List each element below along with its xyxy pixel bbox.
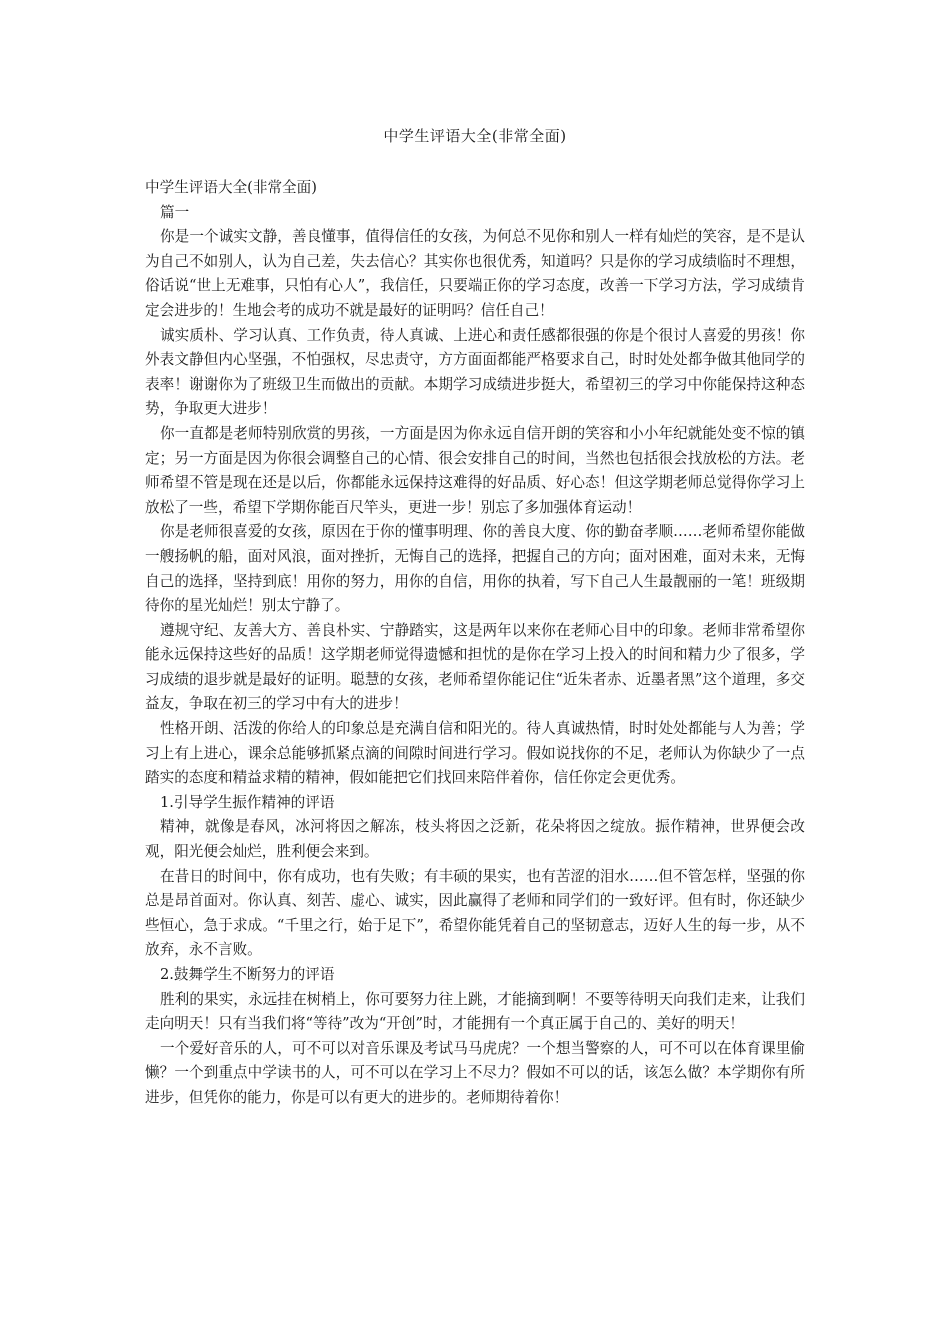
paragraph: 你是一个诚实文静，善良懂事，值得信任的女孩，为何总不见你和别人一样有灿烂的笑容，是不是认为自己不如别人，认为自己差，失去信心？其实你也很优秀，知道吗？只是你的学习成绩临时不理想，俗话说“世上无难事，只怕有心人”，我信任，只要端正你的学习态度，改善一下学习方法，学习成绩肯定会进步的！生地会考的成功不就是最好的证明吗？信任自己！ xyxy=(145,228,805,319)
paragraph: 诚实质朴、学习认真、工作负责，待人真诚、上进心和责任感都很强的你是个很讨人喜爱的男孩！你外表文静但内心坚强，不怕强权，尽忠责守，方方面面都能严格要求自己，时时处处都争做其他同学的表率！谢谢你为了班级卫生而做出的贡献。本期学习成绩进步挺大，希望初三的学习中你能保持这种态势，争取更大进步！ xyxy=(145,326,805,418)
page-title: 中学生评语大全(非常全面) xyxy=(383,127,567,145)
paragraph: 你是老师很喜爱的女孩，原因在于你的懂事明理、你的善良大度、你的勤奋孝顺……老师希望你能做一艘扬帆的船，面对风浪，面对挫折，无悔自己的选择，把握自己的方向；面对困难，面对未来，无悔自己的选择，坚持到底！用你的努力，用你的自信，用你的执着，写下自己人生最靓丽的一笔！班级期待你的星光灿烂！别太宁静了。 xyxy=(145,523,805,615)
paragraph: 一个爱好音乐的人，可不可以对音乐课及考试马马虎虎？一个想当警察的人，可不可以在体育课里偷懒？一个到重点中学读书的人，可不可以在学习上不尽力？假如不可以的话，该怎么做？本学期你有所进步，但凭你的能力，你是可以有更大的进步的。老师期待着你！ xyxy=(145,1039,805,1106)
paragraph: 遵规守纪、友善大方、善良朴实、宁静踏实，这是两年以来你在老师心目中的印象。老师非常希望你能永远保持这些好的品质！这学期老师觉得遗憾和担忧的是你在学习上投入的时间和精力少了很多，学习成绩的退步就是最好的证明。聪慧的女孩，老师希望你能记住“近朱者赤、近墨者黑”这个道理，多交益友，争取在初三的学习中有大的进步！ xyxy=(145,621,805,713)
document-subtitle: 中学生评语大全(非常全面) xyxy=(145,179,317,196)
paragraph: 精神，就像是春风，冰河将因之解冻，枝头将因之泛新，花朵将因之绽放。振作精神，世界便会改观，阳光便会灿烂，胜利便会来到。 xyxy=(145,818,805,861)
section-heading: 1.引导学生振作精神的评语 xyxy=(160,793,335,811)
paragraph: 你一直都是老师特别欣赏的男孩，一方面是因为你永远自信开朗的笑容和小小年纪就能处变不惊的镇定；另一方面是因为你很会调整自己的心情、很会安排自己的时间，当然也包括很会找放松的方法。老师希望不管是现在还是以后，你都能永远保持这难得的好品质、好心态！但这学期老师总觉得你学习上放松了一些，希望下学期你能百尺竿头，更进一步！别忘了多加强体育运动！ xyxy=(145,424,805,516)
paragraph: 胜利的果实，永远挂在树梢上，你可要努力往上跳，才能摘到啊！不要等待明天向我们走来，让我们走向明天！只有当我们将“等待”改为“开创”时，才能拥有一个真正属于自己的、美好的明天！ xyxy=(145,990,805,1033)
document-body xyxy=(145,176,805,1111)
paragraph: 性格开朗、活泼的你给人的印象总是充满自信和阳光的。待人真诚热情，时时处处都能与人为善；学习上有上进心，课余总能够抓紧点滴的间隙时间进行学习。假如说找你的不足，老师认为你缺少了一点踏实的态度和精益求精的精神，假如能把它们找回来陪伴着你，信任你定会更优秀。 xyxy=(145,720,805,787)
paragraph: 在昔日的时间中，你有成功，也有失败；有丰硕的果实，也有苦涩的泪水……但不管怎样，坚强的你总是昂首面对。你认真、刻苦、虚心、诚实，因此赢得了老师和同学们的一致好评。但有时，你还缺少些恒心，急于求成。“千里之行，始于足下”，希望你能凭着自己的坚韧意志，迈好人生的每一步，从不放弃，永不言败。 xyxy=(145,867,805,959)
section-label: 篇一 xyxy=(160,203,190,221)
section-heading: 2.鼓舞学生不断努力的评语 xyxy=(160,966,335,983)
